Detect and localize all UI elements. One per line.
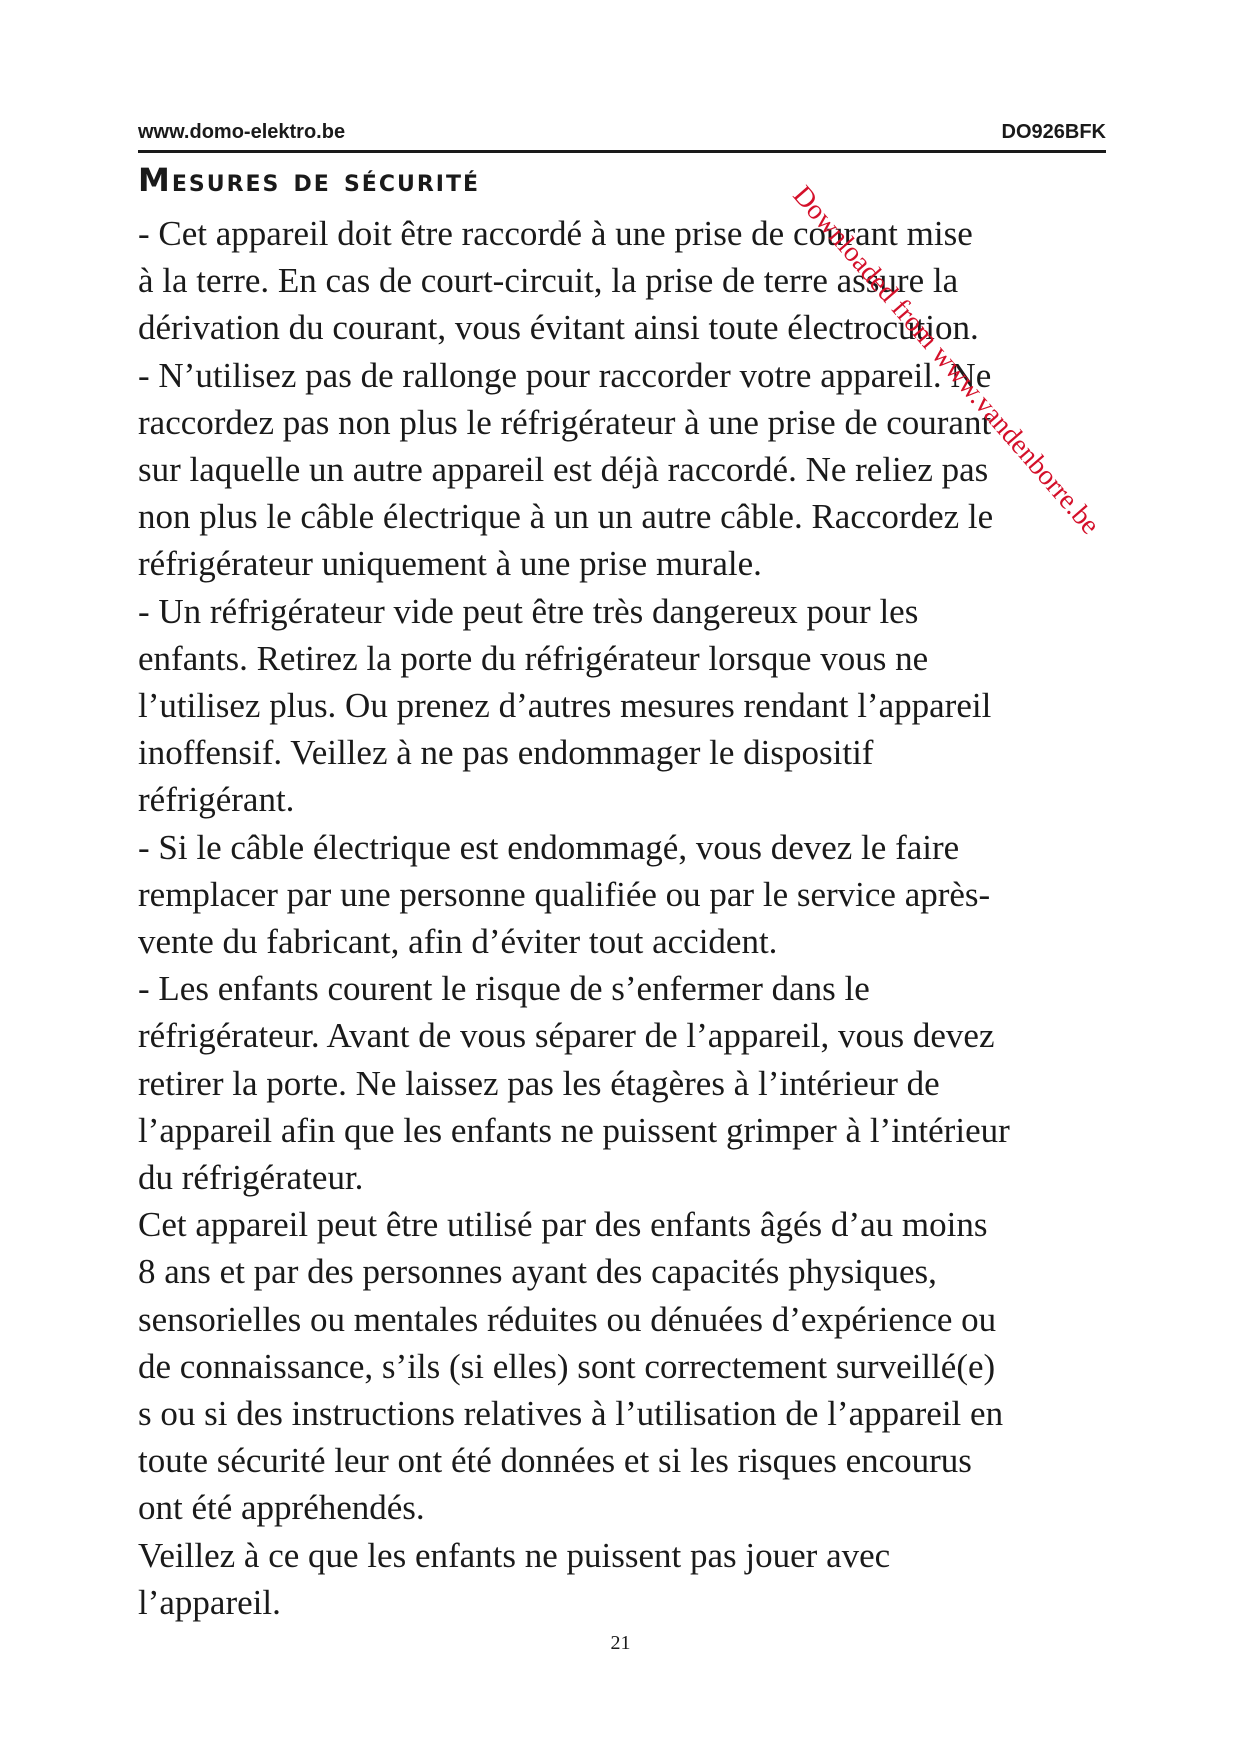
paragraph-usage-by-children: Cet appareil peut être utilisé par des enfants âgés d’au moins 8 ans et par des personnes ayant des capacités physiques, sensorielles ou mentales réduites ou dénuées d’expérience ou de connaissance, s’ils (si elles) sont correctement surveillé(e) s ou si des instructions relatives à l’utilisation de l’appareil en toute sécurité leur ont été données et si les risques encourus ont été appréhendés.: [138, 1205, 1004, 1528]
header-model-number: DO926BFK: [1001, 121, 1106, 143]
paragraph-extension-cord: - N’utilisez pas de rallonge pour raccorder votre appareil. Ne raccordez pas non plus le réfrigérateur à une prise de courant sur laquelle un autre appareil est déjà raccordé. Ne reliez pas non plus le câble électrique à un un autre câble. Raccordez le réfrigérateur uniquement à une prise murale.: [138, 355, 994, 584]
page-number: 21: [610, 1632, 631, 1654]
safety-text-body: [138, 210, 1113, 1626]
section-title: Mesures de sécurité: [138, 161, 481, 199]
paragraph-children-locked: - Les enfants courent le risque de s’enfermer dans le réfrigérateur. Avant de vous séparer de l’appareil, vous devez retirer la porte. Ne laissez pas les étagères à l’intérieur de l’appareil afin que les enfants ne puissent grimper à l’intérieur du réfrigérateur.: [138, 969, 1010, 1198]
paragraph-grounding: - Cet appareil doit être raccordé à une prise de courant mise à la terre. En cas de court-circuit, la prise de terre assure la dérivation du courant, vous évitant ainsi toute électrocution.: [138, 214, 979, 348]
paragraph-empty-fridge: - Un réfrigérateur vide peut être très dangereux pour les enfants. Retirez la porte du réfrigérateur lorsque vous ne l’utilisez plus. Ou prenez d’autres mesures rendant l’appareil inoffensif. Veillez à ne pas endommager le dispositif réfrigérant.: [138, 591, 992, 820]
page-header: [138, 118, 1106, 153]
paragraph-damaged-cable: - Si le câble électrique est endommagé, vous devez le faire remplacer par une personne qualifiée ou par le service après- vente du fabricant, afin d’éviter tout accident.: [138, 827, 991, 962]
paragraph-children-play: Veillez à ce que les enfants ne puissent pas jouer avec l’appareil.: [138, 1535, 891, 1622]
header-website: www.domo-elektro.be: [138, 121, 346, 143]
download-watermark: Downloaded from www.vandenborre.be: [786, 180, 1106, 541]
